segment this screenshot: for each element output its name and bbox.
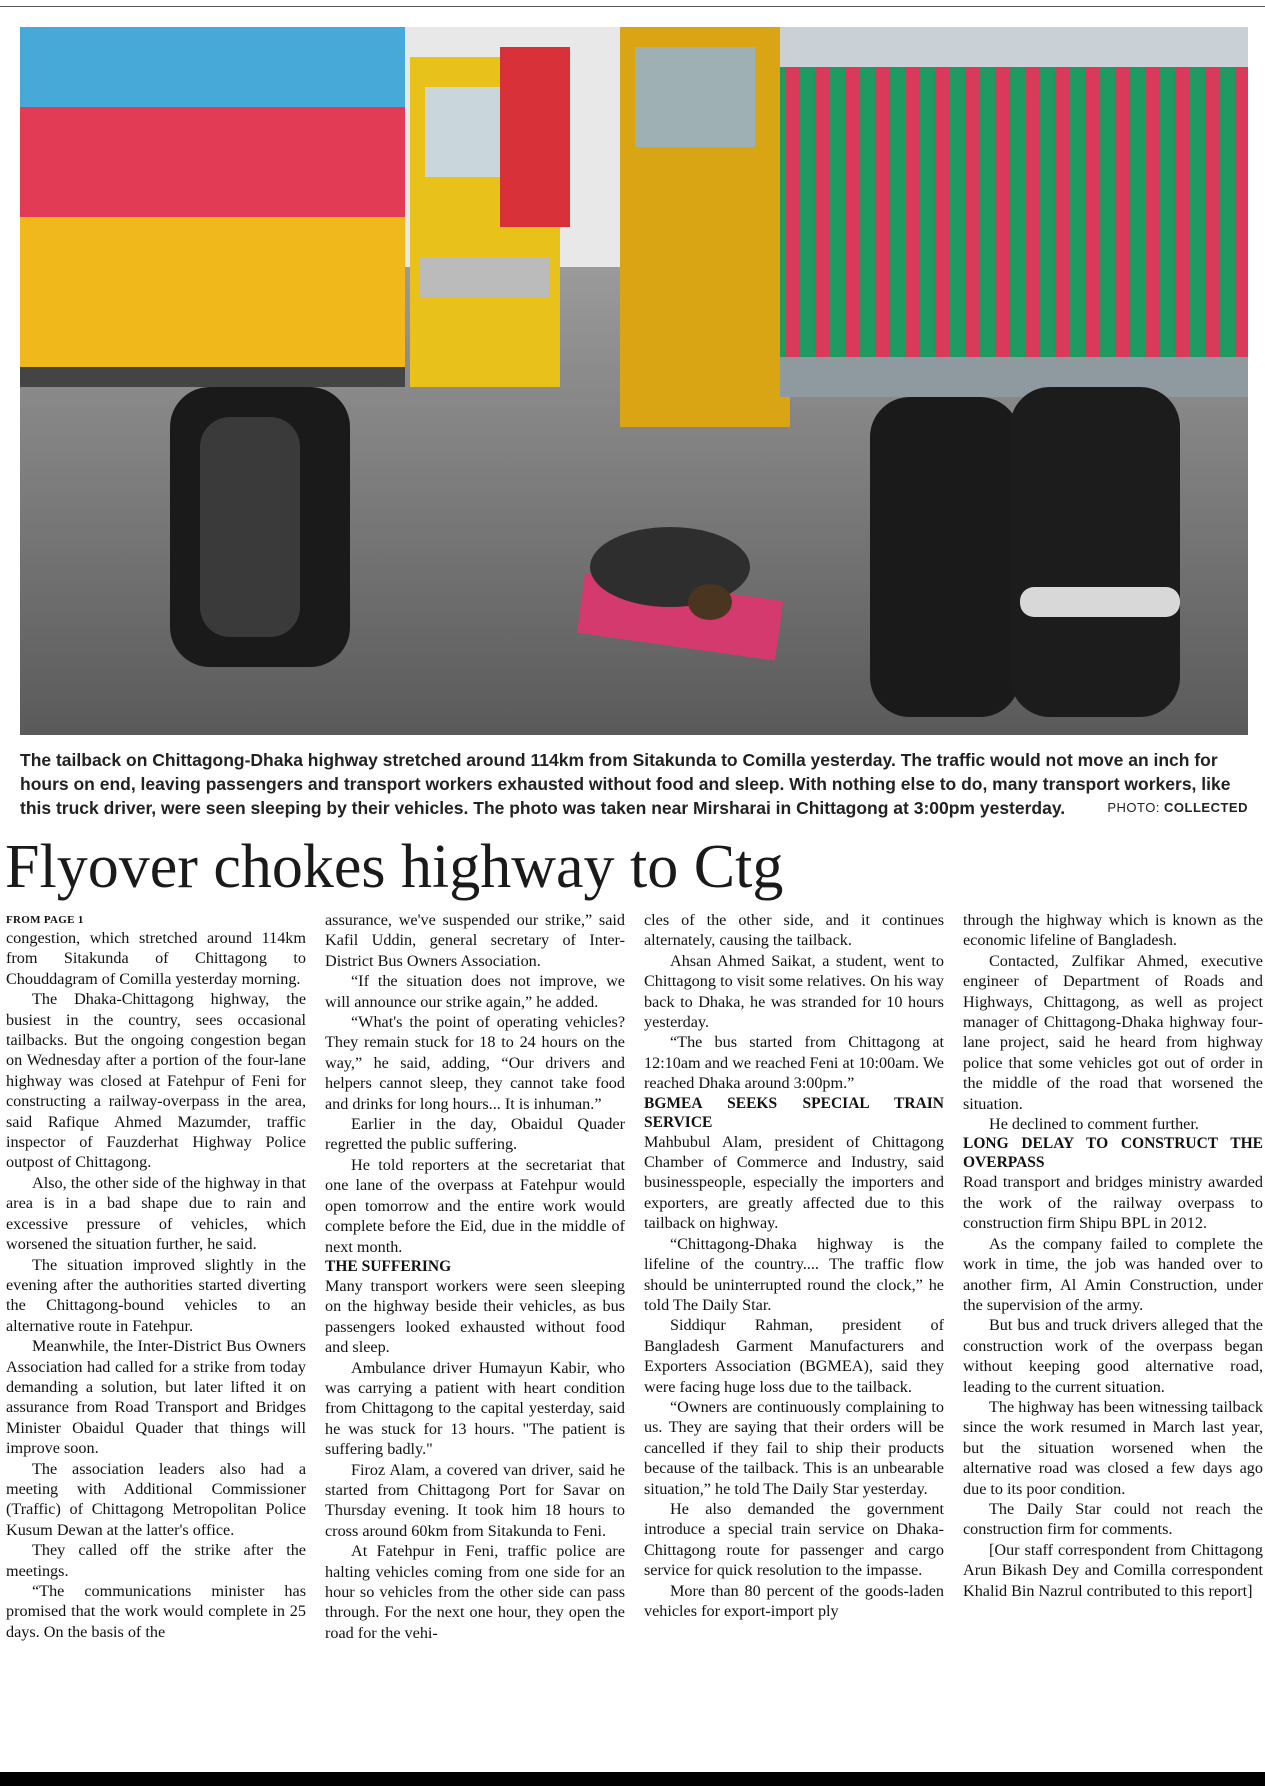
column-1-paragraphs [6, 928, 306, 1642]
paragraph: “Owners are continuously complaining to us. They are saying that their orders will be cancelled if they fail to ship their products because of the tailback. This is an unbearable situation,” he told The Daily Star yesterday. [644, 1397, 944, 1498]
photo-caption: The tailback on Chittagong-Dhaka highway stretched around 114km from Sitakunda to Comilla yesterday. The traffic would not move an inch for hours on end, leaving passengers and transport workers exhausted without food and sleep. With nothing else to do, many transport workers, like this truck driver, were seen sleeping by their vehicles. The photo was taken near Mirsharai in Chittagong at 3:00pm yesterday. [20, 750, 1231, 818]
paragraph: But bus and truck drivers alleged that the construction work of the overpass began without keeping good alternative road, leading to the current situation. [963, 1316, 1263, 1396]
paragraph: Mahbubul Alam, president of Chittagong Chamber of Commerce and Industry, said businesspeople, especially the importers and exporters, are greatly affected due to this tailback on highway. [644, 1132, 944, 1233]
paragraph: The Daily Star could not reach the construction firm for comments. [963, 1499, 1263, 1539]
paragraph: Siddiqur Rahman, president of Bangladesh Garment Manufacturers and Exporters Association (BGMEA), said they were facing huge loss due to the tailback. [644, 1316, 944, 1396]
article-column-4 [963, 910, 1263, 1780]
paragraph: He also demanded the government introduce a special train service on Dhaka-Chittagong route for passenger and cargo service for quick resolution to the impasse. [644, 1499, 944, 1580]
paragraph: congestion, which stretched around 114km from Sitakunda of Chittagong to Chouddagram of Comilla yesterday morning. [6, 929, 306, 988]
article-column-2 [325, 910, 625, 1780]
paragraph: Firoz Alam, a covered van driver, said he started from Chittagong Port for Savar on Thursday evening. It took him 18 hours to cross around 60km from Sitakunda to Feni. [325, 1460, 625, 1540]
paragraph: cles of the other side, and it continues alternately, causing the tailback. [644, 911, 944, 950]
headline: Flyover chokes highway to Ctg [5, 833, 784, 901]
paragraph: Also, the other side of the highway in that area is in a bad shape due to rain and excessive pressure of vehicles, which worsened the situation further, he said. [6, 1173, 306, 1254]
paragraph: The highway has been witnessing tailback since the work resumed in March last year, but the situation worsened when the alternative road was closed a few days ago due to its poor condition. [963, 1397, 1263, 1498]
column-4b-paragraphs [963, 1172, 1263, 1601]
from-page-label: FROM PAGE 1 [6, 914, 84, 926]
paragraph: They called off the strike after the meetings. [6, 1541, 306, 1580]
subhead-bgmea: BGMEA SEEKS SPECIAL TRAIN SERVICE [644, 1094, 944, 1131]
paragraph: He told reporters at the secretariat that one lane of the overpass at Fatehpur would open tomorrow and the entire work would complete before the Eid, due in the middle of next month. [325, 1155, 625, 1256]
photo-credit [1107, 800, 1248, 815]
column-3b-paragraphs [644, 1132, 944, 1622]
tailback-photo [20, 27, 1248, 735]
paragraph: Ahsan Ahmed Saikat, a student, went to Chittagong to visit some relatives. On his way back to Dhaka, he was stranded for 10 hours yesterday. [644, 951, 944, 1032]
top-rule [0, 6, 1265, 7]
subhead-overpass-delay: LONG DELAY TO CONSTRUCT THE OVERPASS [963, 1135, 1263, 1172]
paragraph: [Our staff correspondent from Chittagong Arun Bikash Dey and Comilla correspondent Khalid Bin Nazrul contributed to this report] [963, 1540, 1263, 1600]
paragraph: The Dhaka-Chittagong highway, the busiest in the country, sees occasional tailbacks. But the ongoing congestion began on Wednesday after a portion of the four-lane highway was closed at Fatehpur of Feni for constructing a railway-overpass in the area, said Rafique Ahmed Mazumder, traffic inspector of Fauzderhat Highway Police outpost of Chittagong. [6, 990, 306, 1172]
paragraph: He declined to comment further. [989, 1115, 1199, 1134]
paragraph: “What's the point of operating vehicles? They remain stuck for 18 to 24 hours on the way,” he said, adding, “Our drivers and helpers cannot sleep, they cannot take food and drinks for long hours... It is inhuman.” [325, 1013, 625, 1113]
photo-credit-label: PHOTO: [1107, 800, 1160, 815]
subhead-suffering: THE SUFFERING [325, 1257, 452, 1275]
photo-credit-value: COLLECTED [1164, 800, 1248, 815]
paragraph: Many transport workers were seen sleeping on the highway beside their vehicles, as bus passengers looked exhausted without food and sleep. [325, 1276, 625, 1357]
paragraph: Ambulance driver Humayun Kabir, who was carrying a patient with heart condition from Chittagong to the capital yesterday, said he was stuck for 13 hours. "The patient is suffering badly." [325, 1358, 625, 1459]
paragraph: “The bus started from Chittagong at 12:10am and we reached Feni at 10:00am. We reached Dhaka around 3:00pm.” [644, 1033, 944, 1093]
paragraph: Contacted, Zulfikar Ahmed, executive engineer of Department of Roads and Highways, Chittagong, as well as project manager of Chittagong-Dhaka highway four-lane project, said he heard from highway police that some vehicles got out of order in the middle of the road that worsened the situation. [963, 951, 1263, 1113]
bottom-bar [0, 1772, 1265, 1786]
paragraph: More than 80 percent of the goods-laden vehicles for export-import ply [644, 1581, 944, 1620]
column-4a-paragraphs [963, 910, 1263, 1134]
paragraph: through the highway which is known as the economic lifeline of Bangladesh. [963, 911, 1263, 950]
paragraph: “The communications minister has promised that the work would complete in 25 days. On the basis of the [6, 1582, 306, 1641]
trucks-on-highway-illustration [20, 27, 1248, 735]
paragraph: Earlier in the day, Obaidul Quader regretted the public suffering. [325, 1115, 625, 1154]
paragraph: “If the situation does not improve, we will announce our strike again,” he added. [325, 972, 625, 1011]
article-column-3 [644, 910, 944, 1780]
paragraph: “Chittagong-Dhaka highway is the lifeline of the country.... The traffic flow should be uninterrupted round the clock,” he told The Daily Star. [644, 1234, 944, 1314]
paragraph: At Fatehpur in Feni, traffic police are halting vehicles coming from one side for an hour so vehicles from the other side can pass through. For the next one hour, they open the road for the vehi- [325, 1542, 625, 1642]
column-2a-paragraphs [325, 910, 625, 1257]
paragraph: Meanwhile, the Inter-District Bus Owners Association had called for a strike from today demanding a solution, but later lifted it on assurance from Road Transport and Bridges Minister Obaidul Quader that things will improve soon. [6, 1337, 306, 1458]
paragraph: The association leaders also had a meeting with Additional Commissioner (Traffic) of Chittagong Metropolitan Police Kusum Dewan at the latter's office. [6, 1459, 306, 1539]
column-3a-paragraphs [644, 910, 944, 1094]
paragraph: The situation improved slightly in the evening after the authorities started diverting the Chittagong-bound vehicles to an alternative route in Fatehpur. [6, 1255, 306, 1335]
paragraph: assurance, we've suspended our strike,” said Kafil Uddin, general secretary of Inter-District Bus Owners Association. [325, 911, 625, 970]
article-column-1 [6, 910, 306, 1780]
column-2b-paragraphs [325, 1276, 625, 1643]
paragraph: Road transport and bridges ministry awarded the work of the railway overpass to construction firm Shipu BPL in 2012. [963, 1173, 1263, 1233]
paragraph: As the company failed to complete the work in time, the job was handed over to another firm, Al Amin Construction, under the supervision of the army. [963, 1234, 1263, 1314]
